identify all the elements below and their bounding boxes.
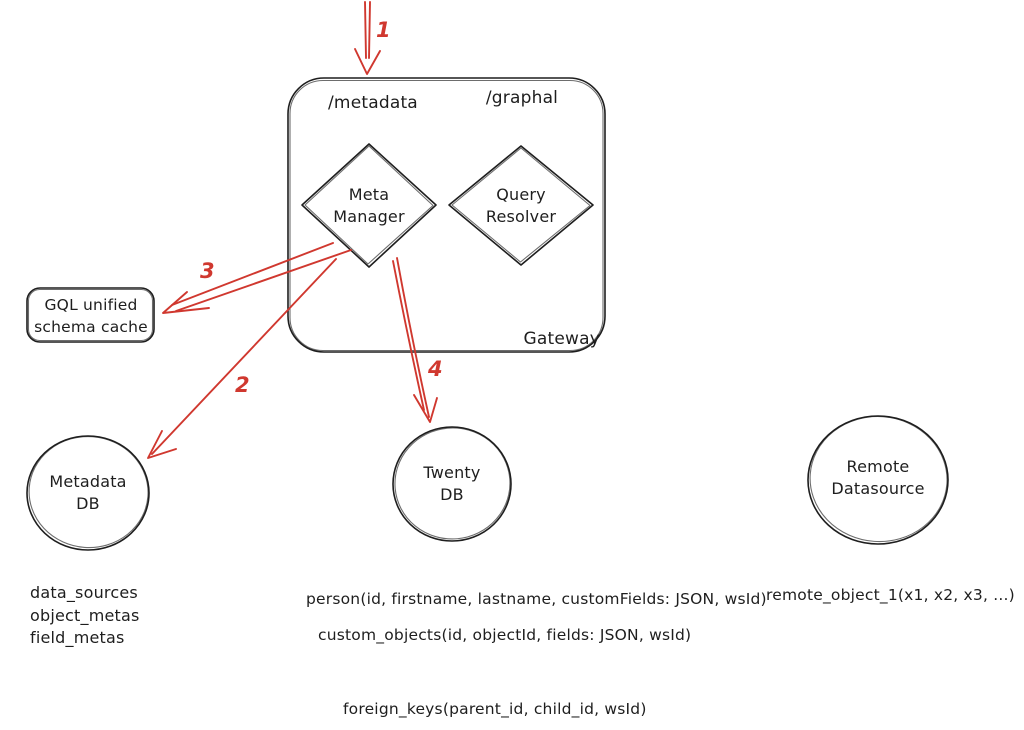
metadata-db-label-line2: DB	[76, 494, 100, 513]
query-resolver-label-line2: Resolver	[485, 207, 557, 226]
metadata-db-table-item: object_metas	[30, 605, 140, 625]
meta-manager-label-line2: Manager	[333, 207, 405, 226]
schema-cache-label-line1: GQL unified	[44, 296, 138, 314]
query-resolver-label	[461, 184, 581, 228]
metadata-db-label	[28, 471, 148, 515]
arrow-2-step-label: 2	[235, 373, 250, 397]
arrow-4-step-label: 4	[428, 357, 443, 381]
gateway-route-graphql: /graphal	[485, 88, 559, 108]
arrow-3	[163, 243, 351, 313]
remote-datasource-label-line1: Remote	[846, 457, 910, 476]
schema-cache-label	[30, 294, 152, 338]
meta-manager-label	[309, 184, 429, 228]
foreign-keys-table-annotation: foreign_keys(parent_id, child_id, wsId)	[343, 700, 647, 718]
custom-objects-table-annotation: custom_objects(id, objectId, fields: JSON, wsId)	[318, 626, 692, 644]
metadata-db-table-item: field_metas	[30, 628, 125, 647]
gateway-route-metadata: /metadata	[328, 93, 418, 113]
arrow-4	[393, 258, 437, 422]
remote-datasource-label-line2: Datasource	[831, 479, 925, 498]
arrow-3-step-label: 3	[200, 259, 215, 283]
schema-cache-label-line2: schema cache	[34, 318, 148, 336]
metadata-db-label-line1: Metadata	[49, 472, 127, 491]
remote-object-table-annotation: remote_object_1(x1, x2, x3, ...)	[766, 586, 1015, 604]
arrow-1-step-label: 1	[376, 18, 391, 42]
twenty-db-label-line2: DB	[440, 485, 464, 504]
metadata-db-tables	[30, 582, 250, 650]
query-resolver-label-line1: Query	[496, 185, 546, 204]
twenty-db-label-line1: Twenty	[423, 463, 481, 482]
meta-manager-label-line1: Meta	[348, 185, 390, 204]
metadata-db-table-item: data_sources	[30, 583, 138, 602]
gateway-label: Gateway	[523, 329, 600, 349]
remote-datasource-label	[807, 456, 949, 500]
person-table-annotation: person(id, firstname, lastname, customFields: JSON, wsId)	[306, 590, 767, 608]
twenty-db-label	[392, 462, 512, 506]
